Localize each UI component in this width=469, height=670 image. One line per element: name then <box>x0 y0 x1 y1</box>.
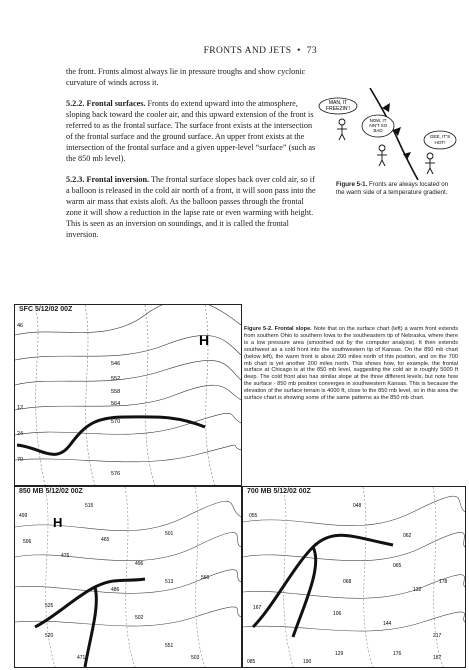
surface-chart-label: SFC 5/12/02 00Z <box>19 306 73 313</box>
isobar-label: 558 <box>111 389 121 395</box>
surface-chart-map <box>15 305 241 485</box>
700mb-chart <box>242 486 466 668</box>
station-value: 106 <box>333 611 342 617</box>
850mb-chart <box>14 486 242 668</box>
station-value: 486 <box>111 587 120 593</box>
figure2-caption-label: Figure 5-2. Frontal slope. <box>244 326 312 332</box>
body-text <box>66 66 318 250</box>
850mb-high-symbol: H <box>53 515 63 530</box>
bubble-freezing-line2: FREEZIN'! <box>326 106 350 112</box>
station-value: 501 <box>165 531 174 537</box>
station-value: 085 <box>247 659 256 665</box>
bubble-mid-line1: NOW, IT <box>369 118 387 123</box>
section-heading: 5.2.3. Frontal inversion. <box>66 175 150 184</box>
isobar-label: 576 <box>111 471 121 477</box>
running-head <box>0 46 317 56</box>
station-value: 496 <box>135 561 144 567</box>
isobar-label: 552 <box>111 376 121 382</box>
station-value: 190 <box>303 659 312 665</box>
station-value: 551 <box>165 643 174 649</box>
station-value: 46 <box>17 323 24 329</box>
figure1-caption-text: Fronts are always located on the warm side of a temperature gradient. <box>336 181 449 196</box>
section-frontal-surfaces <box>66 98 318 164</box>
station-value: 178 <box>439 579 448 585</box>
station-value: 055 <box>249 513 258 519</box>
850mb-chart-map <box>15 487 241 667</box>
figure-cartoon <box>318 88 460 180</box>
station-value: 520 <box>45 633 54 639</box>
isobar-label: 564 <box>111 401 121 407</box>
figure1-caption <box>336 181 458 196</box>
station-value: 499 <box>19 513 28 519</box>
surface-chart <box>14 304 242 486</box>
sfc-high-symbol: H <box>199 332 210 348</box>
isobar-label: 546 <box>111 361 121 367</box>
bubble-freezing-line1: MAN, IT <box>328 100 348 106</box>
section-heading: 5.2.2. Frontal surfaces. <box>66 99 146 108</box>
station-value: 503 <box>191 655 200 661</box>
station-value: 465 <box>101 537 110 543</box>
station-value: 217 <box>433 633 442 639</box>
700mb-chart-map <box>243 487 465 667</box>
station-value: 24 <box>17 431 24 437</box>
bubble-mid-line2: AIN'T SO <box>368 123 388 128</box>
station-value: 176 <box>393 651 402 657</box>
station-value: 048 <box>353 503 362 509</box>
bubble-hot-line2: HOT! <box>434 140 446 145</box>
station-value: 566 <box>201 575 210 581</box>
station-value: 506 <box>23 539 32 545</box>
station-value: 132 <box>413 587 422 593</box>
running-head-separator: • <box>297 46 301 56</box>
page-number: 73 <box>306 46 317 56</box>
bubble-hot-line1: GEE, IT'S <box>429 134 451 139</box>
850mb-chart-label: 850 MB 5/12/02 00Z <box>19 488 83 495</box>
paragraph-intro: the front. Fronts almost always lie in pressure troughs and show cyclonic curvature of winds across it. <box>66 67 306 87</box>
station-value: 502 <box>135 615 144 621</box>
section-text: Fronts do extend upward into the atmosphere, sloping back toward the cooler air, and this upward extension of the front is referred to as the frontal surface. The surface front exists at the intersection of the frontal surface and the ground surface. An upper front exists at the intersection of the frontal surface and a given upper-level “surface” (such as the 850 mb level). <box>66 99 316 163</box>
station-value: 065 <box>393 563 402 569</box>
section-frontal-inversion <box>66 174 318 240</box>
station-value: 167 <box>253 605 262 611</box>
station-value: 476 <box>61 553 70 559</box>
station-value: 062 <box>403 533 412 539</box>
figure2-caption-text: Note that on the surface chart (left) a warm front extends from southern Ohio to southern Iowa to the southeastern tip of Nebraska, where there is a low pressure area (smoothed out by the computer analysis). It then extends southwest as a cold front into the southwestern tip of Kansas. On the 850 mb chart (below left), the warm front is about 200 miles north of this position, and on the 700 mb chart is yet another 200 miles north. This shows how, for example, the frontal surface at Chicago is at the 850 mb level, suggesting the cold air is roughly 5000 ft deep. The cold front also has similar slope at the three different levels, but note how the surface - 850 mb position converges in southwestern Kansas. This is because the elevation of the surface terrain is 4000 ft, close to the 850 mb level, so in this area the surface chart is showing some of the same patterns as the 850 mb chart. <box>244 326 458 402</box>
700mb-chart-label: 700 MB 5/12/02 00Z <box>247 488 311 495</box>
station-value: 12 <box>17 405 24 411</box>
bubble-mid-line3: BAD <box>373 128 383 133</box>
station-value: 513 <box>165 579 174 585</box>
isobar-label: 570 <box>111 419 121 425</box>
station-value: 525 <box>45 603 54 609</box>
running-head-title: FRONTS AND JETS <box>203 46 292 56</box>
station-value: 144 <box>383 621 392 627</box>
station-value: 471 <box>77 655 86 661</box>
station-value: 068 <box>343 579 352 585</box>
station-value: 187 <box>433 655 442 661</box>
figure1-caption-label: Figure 5-1. <box>336 181 368 188</box>
section-text: The frontal surface slopes back over cold air, so if a balloon is released in the cold air north of a front, it will soon pass into the warm air mass that exists aloft. As the balloon passes through the frontal zone it will show a reduction in the lapse rate or even warming with height. This is seen as an inversion on soundings, and it is called the frontal inversion. <box>66 175 316 239</box>
figure2-caption <box>244 326 458 402</box>
station-value: 70 <box>17 457 24 463</box>
station-value: 515 <box>85 503 94 509</box>
station-value: 129 <box>335 651 344 657</box>
